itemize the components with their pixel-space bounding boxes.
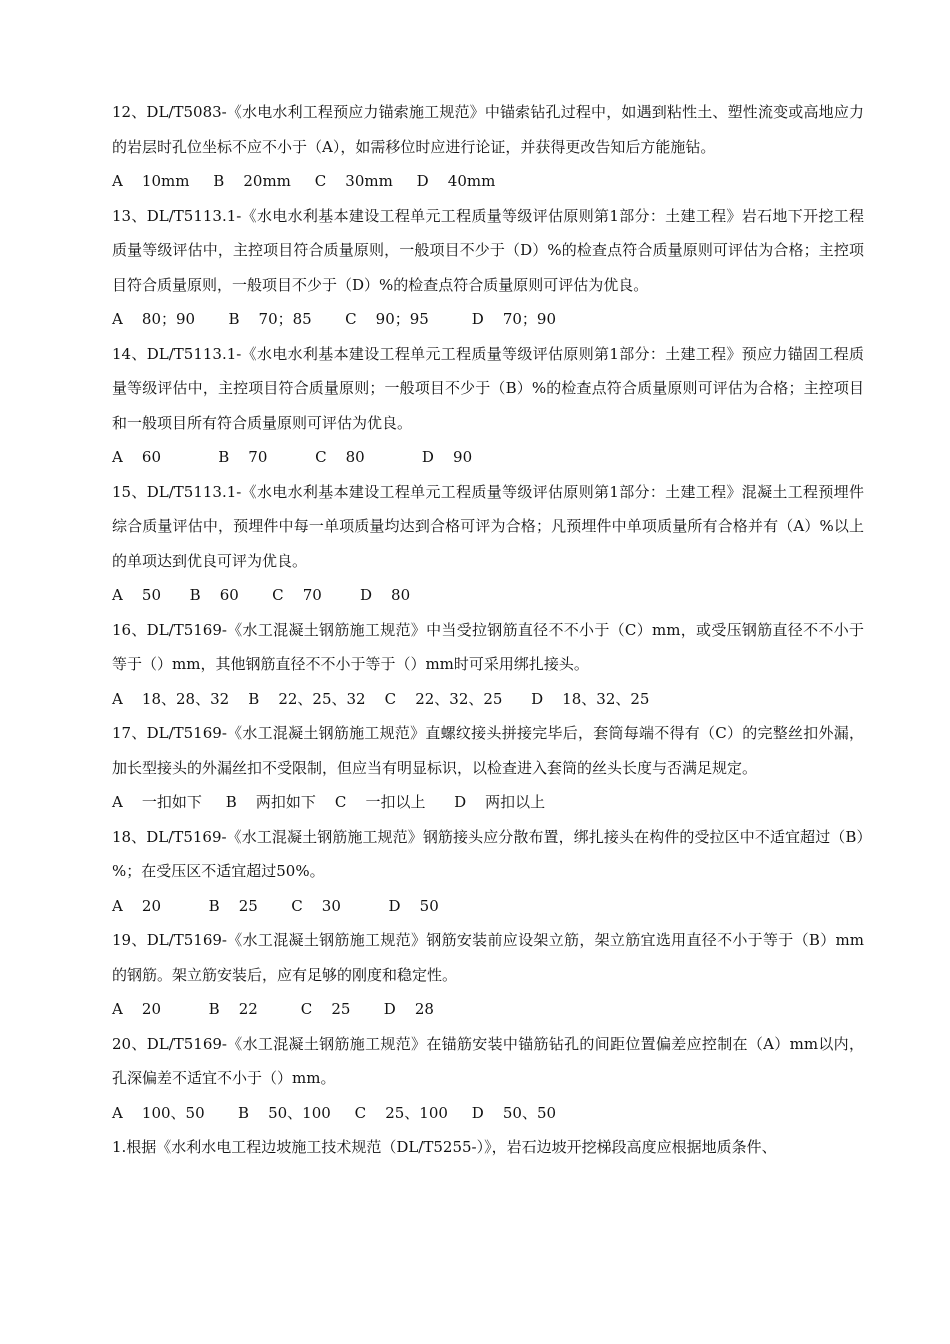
question-text: 14、DL/T5113.1-《水电水利基本建设工程单元工程质量等级评估原则第1部分：土建工程》预应力锚固工程质量等级评估中，主控项目符合质量原则；一般项目不少于（B）%的检查点符合质量原则可评估为合格；主控项目和一般项目所有符合质量原则可评估为优良。	[112, 344, 864, 432]
answer-options: A 60 B 70 C 80 D 90	[112, 448, 473, 466]
answer-options: A 18、28、32 B 22、25、32 C 22、32、25 D 18、32、25	[112, 689, 650, 708]
answer-options: A 10mm B 20mm C 30mm D 40mm	[112, 172, 496, 190]
answer-options: A 100、50 B 50、100 C 25、100 D 50、50	[112, 1103, 557, 1122]
question-text: 15、DL/T5113.1-《水电水利基本建设工程单元工程质量等级评估原则第1部分：土建工程》混凝土工程预埋件综合质量评估中，预埋件中每一单项质量均达到合格可评为合格；凡预埋件中单项质量所有合格并有（A）%以上的单项达到优良可评为优良。	[112, 482, 864, 570]
question-text: 12、DL/T5083-《水电水利工程预应力锚索施工规范》中锚索钻孔过程中，如遇到粘性土、塑性流变或高地应力的岩层时孔位坐标不应不小于（A），如需移位时应进行论证，并获得更改告知后方能施钻。	[112, 103, 864, 156]
question-list	[112, 95, 864, 1165]
answer-options: A 50 B 60 C 70 D 80	[112, 586, 411, 604]
question-text: 16、DL/T5169-《水工混凝土钢筋施工规范》中当受拉钢筋直径不不小于（C）mm，或受压钢筋直径不不小于等于（）mm，其他钢筋直径不不小于等于（）mm时可采用绑扎接头。	[112, 620, 864, 673]
question-text: 20、DL/T5169-《水工混凝土钢筋施工规范》在锚筋安装中锚筋钻孔的间距位置偏差应控制在（A）mm以内，孔深偏差不适宜不小于（）mm。	[112, 1034, 864, 1087]
question-text: 17、DL/T5169-《水工混凝土钢筋施工规范》直螺纹接头拼接完毕后，套筒每端不得有（C）的完整丝扣外漏，加长型接头的外漏丝扣不受限制，但应当有明显标识，以检查进入套筒的丝头长度与否满足规定。	[112, 724, 864, 777]
answer-options: A 20 B 25 C 30 D 50	[112, 896, 439, 915]
question-text: 1.根据《水利水电工程边坡施工技术规范（DL/T5255-）》，岩石边坡开挖梯段高度应根据地质条件、	[112, 1138, 777, 1156]
answer-options: A 一扣如下 B 两扣如下 C 一扣以上 D 两扣以上	[112, 793, 546, 811]
answer-options: A 80；90 B 70；85 C 90；95 D 70；90	[112, 310, 557, 328]
question-text: 19、DL/T5169-《水工混凝土钢筋施工规范》钢筋安装前应设架立筋，架立筋宜选用直径不小于等于（B）mm的钢筋。架立筋安装后，应有足够的刚度和稳定性。	[112, 931, 864, 984]
answer-options: A 20 B 22 C 25 D 28	[112, 1000, 434, 1018]
question-text: 13、DL/T5113.1-《水电水利基本建设工程单元工程质量等级评估原则第1部分：土建工程》岩石地下开挖工程质量等级评估中，主控项目符合质量原则，一般项目不少于（D）%的检查点符合质量原则可评估为合格；主控项目符合质量原则，一般项目不少于（D）%的检查点符合质量原则可评估为优良。	[112, 206, 864, 294]
question-text: 18、DL/T5169-《水工混凝土钢筋施工规范》钢筋接头应分散布置，绑扎接头在构件的受拉区中不适宜超过（B）%；在受压区不适宜超过50%。	[112, 827, 864, 880]
